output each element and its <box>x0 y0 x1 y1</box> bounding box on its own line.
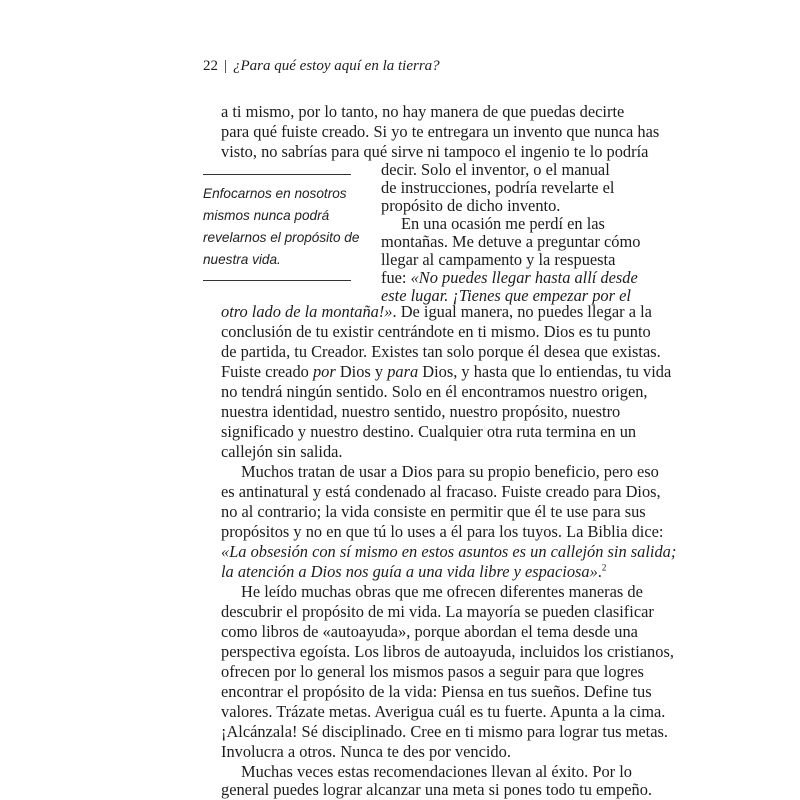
body-line: montañas. Me detuve a preguntar cómo <box>381 232 641 251</box>
body-text-run: Dios, y hasta que lo entiendas, tu vida <box>418 362 672 381</box>
body-line: general puedes lograr alcanzar una meta si pones todo tu empeño. <box>221 780 652 799</box>
body-line: En una ocasión me perdí en las <box>401 214 605 233</box>
body-line: perspectiva egoísta. Los libros de autoayuda, incluidos los cristianos, <box>221 642 674 661</box>
page-number: 22 <box>203 58 218 74</box>
body-line: llegar al campamento y la respuesta <box>381 250 616 269</box>
quote-text: la atención a Dios nos guía a una vida libre y espaciosa» <box>221 562 598 581</box>
quote-line: este lugar. ¡Tienes que empezar por el <box>381 286 631 305</box>
body-line: decir. Solo el inventor, o el manual <box>381 160 610 179</box>
body-line: valores. Trázate metas. Averigua cuál es tu fuerte. Apunta a la cima. <box>221 702 666 721</box>
body-line: como libros de «autoayuda», porque abordan el tema desde una <box>221 622 638 641</box>
body-line: es antinatural y está condenado al fracaso. Fuiste creado para Dios, <box>221 482 661 501</box>
body-line: ¡Alcánzala! Sé disciplinado. Cree en ti mismo para lograr tus metas. <box>221 722 668 741</box>
body-line: ofrecen por lo general los mismos pasos a seguir para que logres <box>221 662 644 681</box>
body-line <box>221 562 606 582</box>
quote-text: «No puedes llegar hasta allí desde <box>410 268 638 287</box>
body-text-run: fue: <box>381 268 411 287</box>
quote-text: otro lado de la montaña!» <box>221 302 393 321</box>
body-line: propósitos y no en que tú lo uses a él para los tuyos. La Biblia dice: <box>221 522 664 541</box>
body-line: propósito de dicho invento. <box>381 196 561 215</box>
body-line: de instrucciones, podría revelarte el <box>381 178 615 197</box>
pull-quote-line: nuestra vida. <box>203 252 281 267</box>
book-title: ¿Para qué estoy aquí en la tierra? <box>233 58 440 74</box>
body-line: de partida, tu Creador. Existes tan solo porque él desea que existas. <box>221 342 661 361</box>
body-line: no al contrario; la vida consiste en permitir que él te use para sus <box>221 502 646 521</box>
body-line: para qué fuiste creado. Si yo te entregara un invento que nunca has <box>221 122 660 141</box>
pull-quote-line: revelarnos el propósito de <box>203 230 360 245</box>
pull-quote-line: Enfocarnos en nosotros <box>203 186 347 201</box>
body-line: callejón sin salida. <box>221 442 343 461</box>
emphasis-text: para <box>387 362 419 381</box>
body-line: Muchos tratan de usar a Dios para su propio beneficio, pero eso <box>241 462 659 481</box>
footnote-marker: 2 <box>601 562 607 573</box>
running-header <box>203 58 440 75</box>
body-line: descubrir el propósito de mi vida. La mayoría se pueden clasificar <box>221 602 654 621</box>
body-line: significado y nuestro destino. Cualquier otra ruta termina en un <box>221 422 637 441</box>
quote-line: «La obsesión con sí mismo en estos asuntos es un callejón sin salida; <box>221 542 677 561</box>
body-text-run: . <box>597 562 602 581</box>
body-line: a ti mismo, por lo tanto, no hay manera de que puedas decirte <box>221 102 625 121</box>
body-text-run: Dios y <box>335 362 388 381</box>
header-separator: | <box>224 58 228 74</box>
body-line: nuestra identidad, nuestro sentido, nuestro propósito, nuestro <box>221 402 621 421</box>
body-line: conclusión de tu existir centrándote en ti mismo. Dios es tu punto <box>221 322 651 341</box>
body-text-run: Fuiste creado <box>221 362 313 381</box>
body-line: Muchas veces estas recomendaciones llevan al éxito. Por lo <box>241 762 632 781</box>
body-line <box>221 362 671 382</box>
body-line: Involucra a otros. Nunca te des por vencido. <box>221 742 511 761</box>
body-line <box>221 302 652 322</box>
body-line: visto, no sabrías para qué sirve ni tampoco el ingenio te lo podría <box>221 142 649 161</box>
emphasis-text: por <box>312 362 336 381</box>
pull-quote-line: mismos nunca podrá <box>203 208 330 223</box>
body-line <box>381 268 638 288</box>
pull-quote <box>203 174 360 281</box>
body-line: He leído muchas obras que me ofrecen diferentes maneras de <box>241 582 643 601</box>
body-line: encontrar el propósito de la vida: Piensa en tus sueños. Define tus <box>221 682 652 701</box>
body-line: no tendrá ningún sentido. Solo en él encontramos nuestro origen, <box>221 382 648 401</box>
body-text-run: . De igual manera, no puedes llegar a la <box>392 302 652 321</box>
